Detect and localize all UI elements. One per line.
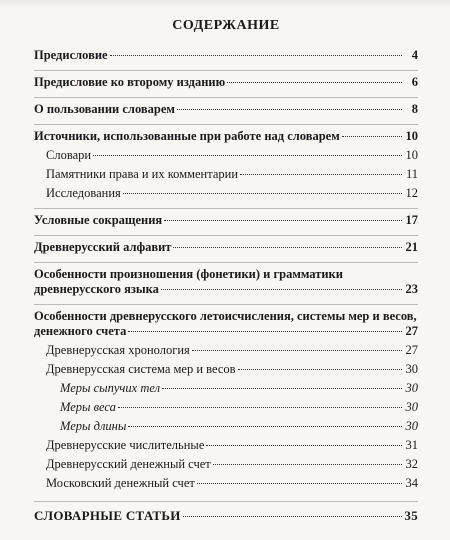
toc-label: Московский денежный счет bbox=[46, 476, 195, 490]
toc-page-number: 8 bbox=[411, 102, 418, 116]
toc-label: Памятники права и их комментарии bbox=[46, 167, 239, 181]
toc-entry-research bbox=[34, 186, 418, 201]
toc-entry-old-money bbox=[34, 457, 418, 472]
toc-entry-law-monuments bbox=[34, 167, 418, 182]
toc-page-number: 30 bbox=[405, 400, 418, 414]
dot-leader bbox=[227, 82, 402, 83]
dot-leader bbox=[161, 289, 402, 290]
toc-label: СЛОВАРНЫЕ СТАТЬИ bbox=[34, 508, 181, 523]
dot-leader bbox=[128, 331, 402, 332]
toc-page-number: 12 bbox=[405, 186, 418, 200]
toc-page-number: 30 bbox=[405, 419, 418, 433]
toc-label: Древнерусский денежный счет bbox=[46, 457, 211, 471]
toc-entry-phonetics bbox=[34, 262, 418, 297]
toc-entry-chronology-measures bbox=[34, 304, 418, 339]
toc-label: Меры длины bbox=[60, 419, 127, 433]
toc-page-number: 11 bbox=[405, 167, 418, 181]
toc-entry-chronology bbox=[34, 343, 418, 358]
dot-leader bbox=[177, 109, 402, 110]
toc-label-line: денежного счета bbox=[34, 324, 127, 338]
toc-label: Меры сыпучих тел bbox=[60, 381, 161, 395]
toc-entry-weight-measures bbox=[34, 400, 418, 415]
toc-page-number: 10 bbox=[405, 129, 418, 143]
toc-label-line: Особенности произношения (фонетики) и грамматики bbox=[34, 267, 343, 281]
dot-leader bbox=[240, 174, 402, 175]
dot-leader bbox=[197, 483, 402, 484]
toc-entry-dictionaries bbox=[34, 148, 418, 163]
toc-page-number: 35 bbox=[404, 508, 418, 523]
toc-page-number: 31 bbox=[405, 438, 418, 452]
dot-leader bbox=[118, 407, 402, 408]
dot-leader bbox=[162, 388, 402, 389]
toc-label: Предисловие ко второму изданию bbox=[34, 75, 226, 89]
toc-entry-alphabet bbox=[34, 235, 418, 255]
toc-entry-sources bbox=[34, 124, 418, 144]
toc-page-number: 34 bbox=[405, 476, 418, 490]
toc-label: Условные сокращения bbox=[34, 213, 163, 227]
toc-label-line: древнерусского языка bbox=[34, 282, 159, 296]
toc-label: Меры веса bbox=[60, 400, 116, 414]
toc-page-number: 23 bbox=[405, 282, 418, 296]
toc-page-number: 10 bbox=[405, 148, 418, 162]
toc-label-line: Особенности древнерусского летоисчисления, системы мер и весов, bbox=[34, 309, 417, 323]
toc-label: Древнерусский алфавит bbox=[34, 240, 172, 254]
toc-entry-length-measures bbox=[34, 419, 418, 434]
toc-label: Источники, использованные при работе над словарем bbox=[34, 129, 340, 143]
toc-entry-measures-system bbox=[34, 362, 418, 377]
page-edge-shadow bbox=[0, 0, 450, 8]
toc-entry-preface bbox=[34, 48, 418, 63]
toc-label: О пользовании словарем bbox=[34, 102, 175, 116]
toc-entry-numerals bbox=[34, 438, 418, 453]
toc-page-number: 27 bbox=[405, 324, 418, 338]
toc-page-number: 32 bbox=[405, 457, 418, 471]
toc-page-number: 30 bbox=[405, 362, 418, 376]
toc-entry-moscow-money bbox=[34, 476, 418, 491]
dot-leader bbox=[123, 193, 402, 194]
toc-entry-usage bbox=[34, 97, 418, 117]
toc-entry-dictionary-articles bbox=[34, 501, 418, 523]
toc-label: Предисловие bbox=[34, 48, 108, 62]
dot-leader bbox=[238, 369, 402, 370]
toc-label: Исследования bbox=[46, 186, 121, 200]
toc-page-number: 30 bbox=[405, 381, 418, 395]
dot-leader bbox=[93, 155, 402, 156]
dot-leader bbox=[342, 136, 402, 137]
toc-page-number: 17 bbox=[405, 213, 418, 227]
dot-leader bbox=[213, 464, 402, 465]
toc-page-number: 6 bbox=[411, 75, 418, 89]
toc-label: Древнерусская система мер и весов bbox=[46, 362, 236, 376]
toc-page-number: 27 bbox=[405, 343, 418, 357]
toc-entry-dry-measures bbox=[34, 381, 418, 396]
toc-label: Древнерусская хронология bbox=[46, 343, 190, 357]
dot-leader bbox=[128, 426, 402, 427]
dot-leader bbox=[173, 247, 402, 248]
dot-leader bbox=[206, 445, 402, 446]
toc-label: Словари bbox=[46, 148, 92, 162]
dot-leader bbox=[192, 350, 402, 351]
toc-page-number: 4 bbox=[411, 48, 418, 62]
toc-entry-abbreviations bbox=[34, 208, 418, 228]
toc-label: Древнерусские числительные bbox=[46, 438, 205, 452]
toc-entry-second-edition-preface bbox=[34, 70, 418, 90]
toc-page-number: 21 bbox=[405, 240, 418, 254]
page-title: СОДЕРЖАНИЕ bbox=[172, 18, 280, 33]
dot-leader bbox=[110, 55, 402, 56]
dot-leader bbox=[183, 516, 402, 517]
dot-leader bbox=[164, 220, 402, 221]
